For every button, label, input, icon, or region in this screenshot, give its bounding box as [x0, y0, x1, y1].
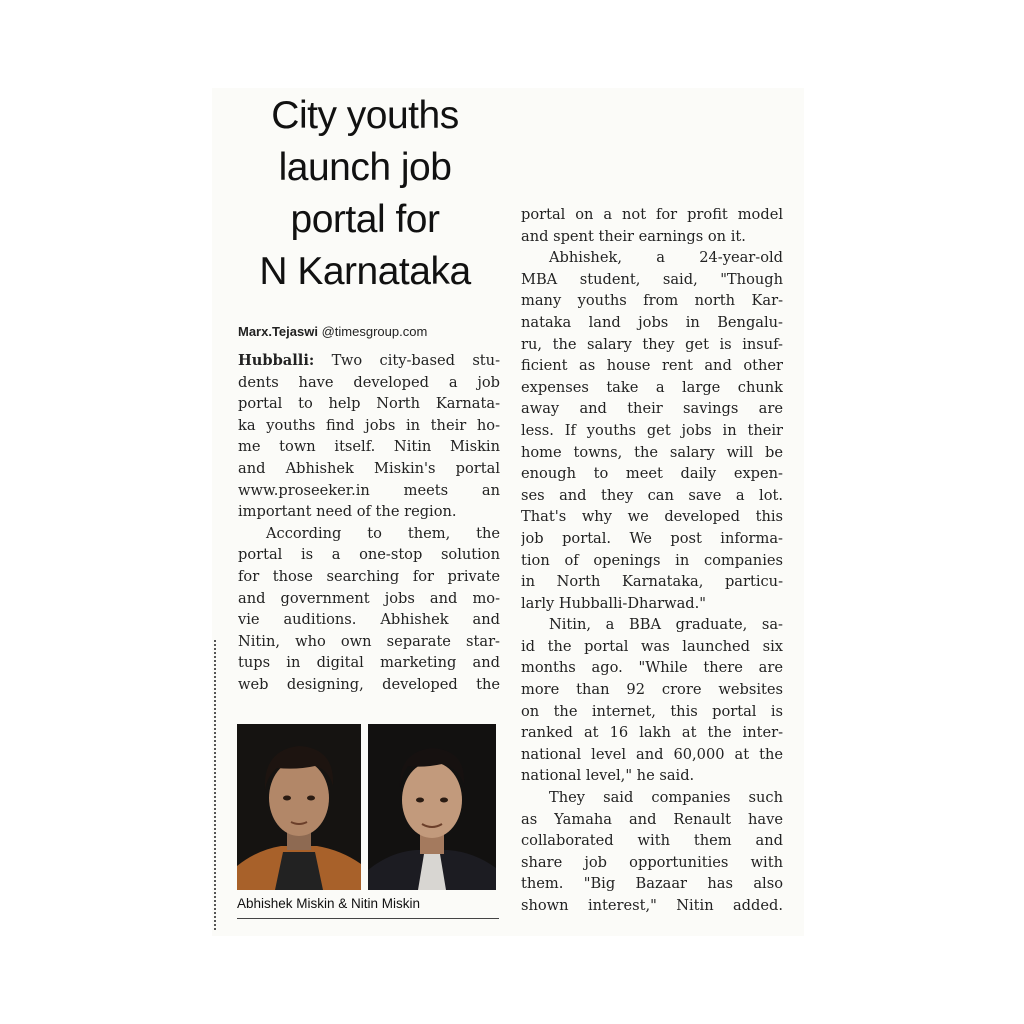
article-line: them. "Big Bazaar has also	[521, 875, 783, 893]
article-line: Abhishek, a 24-year-old	[549, 249, 783, 267]
article-line: portal to help North Karnata-	[238, 395, 500, 413]
article-line: web designing, developed the	[238, 675, 500, 693]
headline-line: launch job	[278, 146, 452, 189]
article-line: national level," he said.	[521, 767, 695, 785]
article-line: According to them, the	[266, 524, 500, 542]
article-line: on the internet, this portal is	[521, 702, 783, 720]
article-line: and spent their earnings on it.	[521, 227, 746, 245]
article-line: in North Karnataka, particu-	[521, 573, 783, 591]
byline	[238, 324, 508, 339]
article-line: less. If youths get jobs in their	[521, 421, 783, 439]
photo-caption: Abhishek Miskin & Nitin Miskin	[237, 896, 421, 911]
headline-line: City youths	[271, 94, 459, 137]
article-line: Two city-based stu-	[314, 352, 500, 369]
article-line: job portal. We post informa-	[521, 529, 783, 547]
article-line: tups in digital marketing and	[238, 654, 500, 672]
article-line: larly Hubballi-Dharwad."	[521, 594, 707, 612]
portrait-image	[237, 724, 361, 890]
article-line: id the portal was launched six	[521, 637, 783, 655]
article-line: important need of the region.	[238, 503, 457, 521]
headline	[232, 90, 498, 298]
article-column-left	[238, 350, 500, 696]
article-line: ka youths find jobs in their ho-	[238, 416, 500, 434]
article-line: and Abhishek Miskin's portal	[238, 459, 500, 477]
article-line: They said companies such	[549, 789, 783, 807]
article-line: portal is a one-stop solution	[238, 546, 500, 564]
dateline: Hubballi:	[238, 352, 315, 369]
article-column-right	[521, 204, 783, 917]
article-line: me town itself. Nitin Miskin	[238, 438, 500, 456]
article-line: away and their savings are	[521, 400, 783, 418]
portrait-image	[368, 724, 496, 890]
article-line: www.proseeker.in meets an	[238, 481, 500, 499]
article-line: portal on a not for profit model	[521, 206, 783, 223]
article-line: ficient as house rent and other	[521, 357, 783, 375]
article-line: months ago. "While there are	[521, 659, 783, 677]
article-line: dents have developed a job	[238, 373, 500, 391]
article-line: home towns, the salary will be	[521, 443, 783, 461]
headline-line: N Karnataka	[259, 250, 471, 293]
article-line: That's why we developed this	[521, 508, 783, 526]
article-line: national level and 60,000 at the	[521, 745, 783, 763]
article-line: tion of openings in companies	[521, 551, 783, 569]
article-line: as Yamaha and Renault have	[521, 810, 783, 828]
photo-nitin-miskin	[368, 724, 496, 890]
article-line: many youths from north Kar-	[521, 292, 783, 310]
article-line: ranked at 16 lakh at the inter-	[521, 724, 783, 742]
article-line: vie auditions. Abhishek and	[238, 611, 500, 629]
article-line: shown interest," Nitin added.	[521, 897, 783, 914]
column-divider	[214, 640, 216, 930]
article-line: ru, the salary they get is insuf-	[521, 335, 783, 353]
article-line: MBA student, said, "Though	[521, 270, 783, 288]
article-line: share job opportunities with	[521, 853, 783, 871]
article-line: Nitin, a BBA graduate, sa-	[549, 616, 783, 634]
article-line: expenses take a large chunk	[521, 378, 783, 396]
article-line: and government jobs and mo-	[238, 589, 500, 607]
article-line: Nitin, who own separate star-	[238, 632, 500, 650]
article-line: nataka land jobs in Bengalu-	[521, 313, 783, 331]
caption-rule	[237, 918, 499, 919]
byline-author: Marx.Tejaswi	[238, 324, 318, 339]
article-line: collaborated with them and	[521, 832, 783, 850]
headline-line: portal for	[290, 198, 440, 241]
photo-abhishek-miskin	[237, 724, 361, 890]
article-line: for those searching for private	[238, 567, 500, 585]
byline-domain: @timesgroup.com	[321, 324, 428, 339]
article-line: ses and they can save a lot.	[521, 486, 783, 504]
article-line: more than 92 crore websites	[521, 681, 783, 699]
article-line: enough to meet daily expen-	[521, 465, 783, 483]
